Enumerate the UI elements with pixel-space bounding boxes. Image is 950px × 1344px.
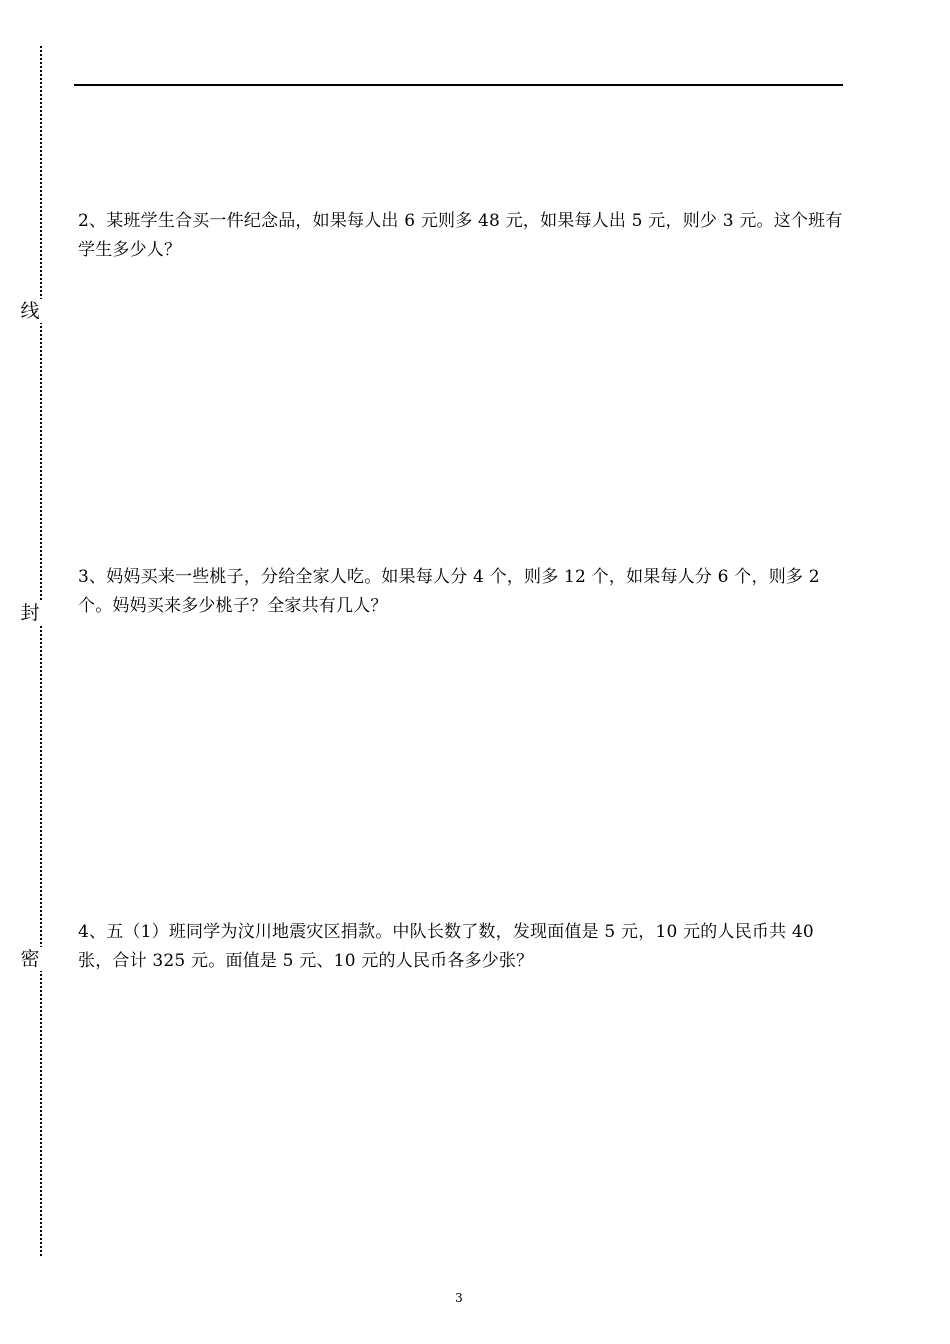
question-2: 2、某班学生合买一件纪念品，如果每人出 6 元则多 48 元，如果每人出 5 元，则少 3 元。这个班有学生多少人？: [78, 211, 843, 260]
question-4: 4、五（1）班同学为汶川地震灾区捐款。中队长数了数，发现面值是 5 元，10 元的人民币共 40 张，合计 325 元。面值是 5 元、10 元的人民币各多少张？: [78, 922, 814, 971]
binding-mark-mi: 密: [18, 947, 42, 971]
header-rule: [74, 84, 843, 86]
binding-mark-feng: 封: [18, 601, 42, 625]
question-3: 3、妈妈买来一些桃子，分给全家人吃。如果每人分 4 个，则多 12 个，如果每人分 6 个，则多 2 个。妈妈买来多少桃子？全家共有几人？: [78, 567, 820, 616]
binding-mark-xian: 线: [18, 299, 42, 323]
page-number: 3: [455, 1291, 463, 1305]
binding-dotted-line: [40, 46, 42, 1256]
